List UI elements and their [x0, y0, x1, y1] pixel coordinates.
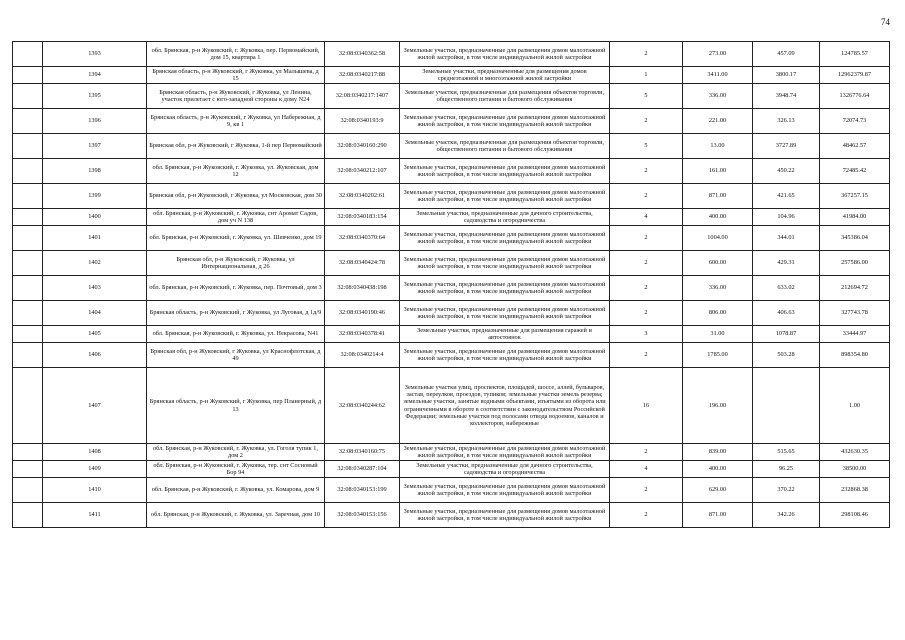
cadastral-number-cell: 32:08:0340190:46	[325, 301, 400, 326]
area-cell: 13.00	[683, 134, 753, 159]
table-row	[13, 444, 890, 461]
area-cell: 161.00	[683, 159, 753, 184]
area-cell: 600.00	[683, 251, 753, 276]
cadastral-cost-cell: 432630.35	[820, 444, 890, 461]
spacer-cell	[13, 444, 43, 461]
table-row	[13, 503, 890, 528]
cadastral-number-cell: 32:08:0340183:154	[325, 209, 400, 226]
area-cell: 196.00	[683, 368, 753, 444]
land-use-cell: Земельные участки, предназначенные для размещения домов малоэтажной жилой застройки, в том числе индивидуальной жилой застройки	[400, 343, 610, 368]
row-number: 1401	[43, 226, 147, 251]
category-cell: 2	[610, 478, 683, 503]
cadastral-cost-cell: 367257.15	[820, 184, 890, 209]
land-use-cell: Земельные участки, предназначенные для дачного строительства, садоводства и огородничества	[400, 209, 610, 226]
area-cell: 629.00	[683, 478, 753, 503]
spacer-cell	[13, 134, 43, 159]
table-row	[13, 301, 890, 326]
table-row	[13, 209, 890, 226]
address-cell: обл. Брянская, р-н Жуковский, г. Жуковка, ул. Комарова, дом 9	[147, 478, 325, 503]
cadastral-number-cell: 32:08:0340370:64	[325, 226, 400, 251]
cadastral-number-cell: 32:08:0340438:198	[325, 276, 400, 301]
row-number: 1407	[43, 368, 147, 444]
cadastral-cost-cell: 124785.57	[820, 42, 890, 67]
table-body	[13, 42, 890, 528]
category-cell: 2	[610, 444, 683, 461]
spacer-cell	[13, 159, 43, 184]
specific-value-cell: 429.31	[753, 251, 820, 276]
row-number: 1400	[43, 209, 147, 226]
category-cell: 5	[610, 84, 683, 109]
specific-value-cell: 503.28	[753, 343, 820, 368]
cadastral-cost-cell: 345386.04	[820, 226, 890, 251]
specific-value-cell: 3800.17	[753, 67, 820, 84]
spacer-cell	[13, 67, 43, 84]
table-row	[13, 226, 890, 251]
table-row	[13, 84, 890, 109]
address-cell: обл. Брянская, р-н Жуковский, г. Жуковка, ул. Жуковская, дом 12	[147, 159, 325, 184]
cadastral-number-cell: 32:08:0340153:156	[325, 503, 400, 528]
land-use-cell: Земельные участки улиц, проспектов, площадей, шоссе, аллей, бульваров, застав, переулков, проездов, тупиков; земельные участки земель резерва; земельные участки, занятые водными объектами, изъятыми из оборота или ограниченными в обороте в соответствии с законодательством Российской Федерации; земельные участки под полосами отвода водоемов, каналов и коллекторов, набережные	[400, 368, 610, 444]
area-cell: 1004.00	[683, 226, 753, 251]
cadastral-cost-cell: 257586.00	[820, 251, 890, 276]
land-use-cell: Земельные участки, предназначенные для размещения домов малоэтажной жилой застройки, в том числе индивидуальной жилой застройки	[400, 184, 610, 209]
table-row	[13, 159, 890, 184]
area-cell: 871.00	[683, 184, 753, 209]
specific-value-cell: 326.13	[753, 109, 820, 134]
address-cell: Брянская обл, р-н Жуковский, г Жуковка, ул Краснофлотская, д 49	[147, 343, 325, 368]
table-row	[13, 368, 890, 444]
table-row	[13, 326, 890, 343]
cadastral-cost-cell: 48462.57	[820, 134, 890, 159]
category-cell: 2	[610, 276, 683, 301]
specific-value-cell: 633.02	[753, 276, 820, 301]
area-cell: 221.00	[683, 109, 753, 134]
row-number: 1396	[43, 109, 147, 134]
table-row	[13, 343, 890, 368]
land-use-cell: Земельные участки, предназначенные для размещения домов малоэтажной жилой застройки, в том числе индивидуальной жилой застройки	[400, 251, 610, 276]
area-cell: 1785.00	[683, 343, 753, 368]
page-number: 74	[881, 17, 890, 27]
specific-value-cell: 370.22	[753, 478, 820, 503]
category-cell: 16	[610, 368, 683, 444]
cadastral-number-cell: 32:08:0340424:78	[325, 251, 400, 276]
category-cell: 2	[610, 301, 683, 326]
specific-value-cell: 406.63	[753, 301, 820, 326]
specific-value-cell: 342.26	[753, 503, 820, 528]
category-cell: 3	[610, 326, 683, 343]
category-cell: 2	[610, 159, 683, 184]
spacer-cell	[13, 209, 43, 226]
address-cell: Брянская обл, р-н Жуковский, г Жуковка, 1-й пер Первомайский	[147, 134, 325, 159]
address-cell: обл. Брянская, р-н Жуковский, г. Жуковка, ул. Некрасова, N41	[147, 326, 325, 343]
spacer-cell	[13, 226, 43, 251]
spacer-cell	[13, 503, 43, 528]
cadastral-cost-cell: 33444.97	[820, 326, 890, 343]
category-cell: 4	[610, 209, 683, 226]
address-cell: обл. Брянская, р-н Жуковский, г. Жуковка, ул. Заречная, дом 10	[147, 503, 325, 528]
table-row	[13, 184, 890, 209]
area-cell: 400.00	[683, 209, 753, 226]
row-number: 1395	[43, 84, 147, 109]
cadastral-cost-cell: 212694.72	[820, 276, 890, 301]
cadastral-number-cell: 32:08:0340193:9	[325, 109, 400, 134]
cadastral-cost-cell: 1.00	[820, 368, 890, 444]
address-cell: обл. Брянская, р-н Жуковский, г. Жуковка, снт Аромат Садов, дом уч N 138	[147, 209, 325, 226]
specific-value-cell: 450.22	[753, 159, 820, 184]
area-cell: 400.00	[683, 461, 753, 478]
cadastral-number-cell: 32:08:0340217:88	[325, 67, 400, 84]
address-cell: Брянская область, р-н Жуковский, г Жуковка, пер Планерный, д 13	[147, 368, 325, 444]
cadastral-number-cell: 32:08:0340362:58	[325, 42, 400, 67]
address-cell: Брянская обл, р-н Жуковский, г Жуковка, ул Московская, дом 30	[147, 184, 325, 209]
address-cell: обл. Брянская, р-н Жуковский, г. Жуковка, ул. Гоголя тупик 1, дом 2	[147, 444, 325, 461]
land-use-cell: Земельные участки, предназначенные для размещения домов малоэтажной жилой застройки, в том числе индивидуальной жилой застройки	[400, 478, 610, 503]
category-cell: 5	[610, 134, 683, 159]
cadastral-cost-cell: 72074.73	[820, 109, 890, 134]
area-cell: 806.00	[683, 301, 753, 326]
specific-value-cell: 3948.74	[753, 84, 820, 109]
land-use-cell: Земельные участки, предназначенные для размещения объектов торговли, общественного питания и бытового обслуживания	[400, 134, 610, 159]
cadastral-number-cell: 32:08:0340287:104	[325, 461, 400, 478]
land-use-cell: Земельные участки, предназначенные для размещения домов малоэтажной жилой застройки, в том числе индивидуальной жилой застройки	[400, 226, 610, 251]
cadastral-number-cell: 32:08:0340217:1407	[325, 84, 400, 109]
land-use-cell: Земельные участки, предназначенные для размещения домов малоэтажной жилой застройки, в том числе индивидуальной жилой застройки	[400, 301, 610, 326]
cadastral-cost-cell: 232868.38	[820, 478, 890, 503]
cadastral-number-cell: 32:08:0340160:75	[325, 444, 400, 461]
registry-table	[12, 41, 890, 528]
category-cell: 4	[610, 461, 683, 478]
cadastral-number-cell: 32:08:0340214:4	[325, 343, 400, 368]
address-cell: обл. Брянская, р-н Жуковский, г. Жуковка, тер. снт Сосновый Бор 94	[147, 461, 325, 478]
category-cell: 2	[610, 42, 683, 67]
land-use-cell: Земельные участки, предназначенные для размещения домов малоэтажной жилой застройки, в том числе индивидуальной жилой застройки	[400, 109, 610, 134]
table-row	[13, 42, 890, 67]
specific-value-cell: 344.01	[753, 226, 820, 251]
cadastral-cost-cell: 898354.80	[820, 343, 890, 368]
row-number: 1404	[43, 301, 147, 326]
table-row	[13, 109, 890, 134]
specific-value-cell	[753, 368, 820, 444]
category-cell: 2	[610, 251, 683, 276]
address-cell: обл. Брянская, р-н Жуковский, г. Жуковка, ул. Шевченко, дом 19	[147, 226, 325, 251]
row-number: 1410	[43, 478, 147, 503]
cadastral-cost-cell: 12962379.87	[820, 67, 890, 84]
cadastral-number-cell: 32:08:0340160:290	[325, 134, 400, 159]
spacer-cell	[13, 276, 43, 301]
table-row	[13, 251, 890, 276]
category-cell: 2	[610, 503, 683, 528]
address-cell: Брянская обл, р-н Жуковский, г Жуковка, ул Интернациональная, д 26	[147, 251, 325, 276]
cadastral-cost-cell: 298108.46	[820, 503, 890, 528]
row-number: 1411	[43, 503, 147, 528]
address-cell: Брянская область, р-н Жуковский, г Жуковка, ул Ленина, участок прилегает с юго-западной стороны к дому N24	[147, 84, 325, 109]
specific-value-cell: 457.09	[753, 42, 820, 67]
cadastral-number-cell: 32:08:0340202:61	[325, 184, 400, 209]
category-cell: 2	[610, 226, 683, 251]
table-row	[13, 134, 890, 159]
land-use-cell: Земельные участки, предназначенные для дачного строительства, садоводства и огородничества	[400, 461, 610, 478]
cadastral-cost-cell: 327743.78	[820, 301, 890, 326]
specific-value-cell: 104.96	[753, 209, 820, 226]
row-number: 1399	[43, 184, 147, 209]
table-row	[13, 478, 890, 503]
area-cell: 336.00	[683, 84, 753, 109]
land-use-cell: Земельные участки, предназначенные для размещения домов среднеэтажной и многоэтажной жилой застройки	[400, 67, 610, 84]
row-number: 1397	[43, 134, 147, 159]
area-cell: 839.00	[683, 444, 753, 461]
cadastral-cost-cell: 41984.00	[820, 209, 890, 226]
spacer-cell	[13, 251, 43, 276]
area-cell: 31.00	[683, 326, 753, 343]
category-cell: 2	[610, 184, 683, 209]
land-use-cell: Земельные участки, предназначенные для размещения домов малоэтажной жилой застройки, в том числе индивидуальной жилой застройки	[400, 159, 610, 184]
area-cell: 3411.00	[683, 67, 753, 84]
spacer-cell	[13, 184, 43, 209]
row-number: 1402	[43, 251, 147, 276]
spacer-cell	[13, 326, 43, 343]
address-cell: Брянская область, р-н Жуковский, г Жуковка, ул Малышева, д 15	[147, 67, 325, 84]
cadastral-number-cell: 32:08:0340212:107	[325, 159, 400, 184]
specific-value-cell: 421.65	[753, 184, 820, 209]
specific-value-cell: 3727.89	[753, 134, 820, 159]
category-cell: 2	[610, 343, 683, 368]
cadastral-cost-cell: 72485.42	[820, 159, 890, 184]
spacer-cell	[13, 478, 43, 503]
table-row	[13, 67, 890, 84]
row-number: 1408	[43, 444, 147, 461]
cadastral-cost-cell: 38500.00	[820, 461, 890, 478]
address-cell: обл. Брянская, р-н Жуковский, г. Жуковка, пер. Первомайский, дом 15, квартира 1	[147, 42, 325, 67]
cadastral-number-cell: 32:08:0340378:41	[325, 326, 400, 343]
specific-value-cell: 515.65	[753, 444, 820, 461]
row-number: 1393	[43, 42, 147, 67]
spacer-cell	[13, 84, 43, 109]
address-cell: Брянская область, р-н Жуковский, г Жуковка, ул Набережная, д 9, кв 1	[147, 109, 325, 134]
spacer-cell	[13, 368, 43, 444]
spacer-cell	[13, 301, 43, 326]
row-number: 1409	[43, 461, 147, 478]
row-number: 1394	[43, 67, 147, 84]
spacer-cell	[13, 42, 43, 67]
spacer-cell	[13, 109, 43, 134]
row-number: 1405	[43, 326, 147, 343]
row-number: 1398	[43, 159, 147, 184]
table-row	[13, 461, 890, 478]
address-cell: обл. Брянская, р-н Жуковский, г. Жуковка, пер. Почтовый, дом 3	[147, 276, 325, 301]
category-cell: 2	[610, 109, 683, 134]
row-number: 1403	[43, 276, 147, 301]
address-cell: Брянская область, р-н Жуковский, г Жуковка, ул Луговая, д 1д/9	[147, 301, 325, 326]
land-use-cell: Земельные участки, предназначенные для размещения домов малоэтажной жилой застройки, в том числе индивидуальной жилой застройки	[400, 503, 610, 528]
area-cell: 336.00	[683, 276, 753, 301]
land-use-cell: Земельные участки, предназначенные для размещения домов малоэтажной жилой застройки, в том числе индивидуальной жилой застройки	[400, 42, 610, 67]
land-use-cell: Земельные участки, предназначенные для размещения гаражей и автостоянок	[400, 326, 610, 343]
cadastral-cost-cell: 1326776.64	[820, 84, 890, 109]
land-use-cell: Земельные участки, предназначенные для размещения домов малоэтажной жилой застройки, в том числе индивидуальной жилой застройки	[400, 276, 610, 301]
cadastral-number-cell: 32:08:0340153:199	[325, 478, 400, 503]
specific-value-cell: 96.25	[753, 461, 820, 478]
spacer-cell	[13, 343, 43, 368]
spacer-cell	[13, 461, 43, 478]
table-row	[13, 276, 890, 301]
row-number: 1406	[43, 343, 147, 368]
area-cell: 273.00	[683, 42, 753, 67]
land-use-cell: Земельные участки, предназначенные для размещения домов малоэтажной жилой застройки, в том числе индивидуальной жилой застройки	[400, 444, 610, 461]
specific-value-cell: 1078.87	[753, 326, 820, 343]
land-use-cell: Земельные участки, предназначенные для размещения объектов торговли, общественного питания и бытового обслуживания	[400, 84, 610, 109]
category-cell: 1	[610, 67, 683, 84]
cadastral-number-cell: 32:08:0340244:62	[325, 368, 400, 444]
area-cell: 871.00	[683, 503, 753, 528]
